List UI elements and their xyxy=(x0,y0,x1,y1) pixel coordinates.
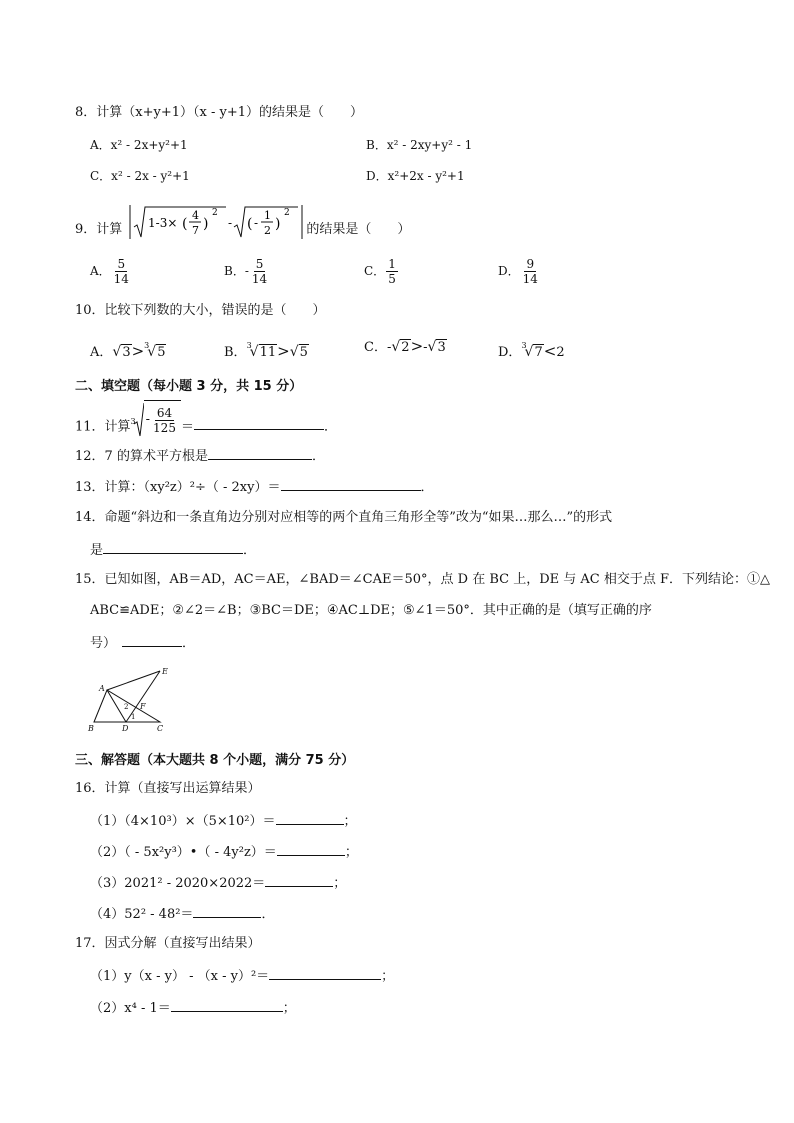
q10-b-label: B． xyxy=(224,345,247,360)
q13-text: 13．计算：（xy²z）²÷（ - 2xy）＝ xyxy=(75,480,281,495)
q8-option-b: B．x² - 2xy+y² - 1 xyxy=(366,138,473,152)
q10-c-label: C． xyxy=(364,340,387,355)
question-15-line2: ABC≌ADE；②∠2＝∠B；③BC＝DE；④AC⊥DE；⑤∠1＝50°．其中正确的是（填写正确的序 xyxy=(90,603,652,618)
q9-d-fraction: $\frac{9}{14}$ xyxy=(522,257,538,286)
q12-answer-blank[interactable] xyxy=(208,446,312,460)
svg-text:2: 2 xyxy=(264,224,272,237)
fig-label-b: B xyxy=(88,724,94,733)
q9-b-fraction: $\frac{5}{14}$ xyxy=(251,257,268,286)
q10-a-label: A． xyxy=(90,345,113,360)
q11-equals: ＝ xyxy=(180,419,194,435)
svg-text:(: ( xyxy=(182,216,188,232)
q10-d-label: D． xyxy=(498,345,522,360)
q9-a-label: A． xyxy=(90,264,111,278)
fig-label-e: E xyxy=(162,667,168,676)
fig-label-d: D xyxy=(122,724,129,733)
question-15-line1: 15．已知如图，AB＝AD，AC＝AE，∠BAD＝∠CAE＝50°，点 D 在 BC 上，DE 与 AC 相交于点 F．下列结论：①△ xyxy=(75,572,771,587)
question-8-stem xyxy=(75,104,363,122)
q17-part-2: （2）x⁴ - 1＝ ； xyxy=(90,998,296,1018)
q9-option-c xyxy=(364,257,399,286)
q9-stem-suffix: 的结果是（ ） xyxy=(306,222,411,237)
q16-part-3: （3）2021² - 2020×2022＝ ； xyxy=(90,873,346,893)
q9-c-fraction: $\frac{1}{5}$ xyxy=(388,257,396,286)
q11-cube-root: $^3$ - $\frac{64}{125}$ xyxy=(131,400,181,454)
q16-part-4: （4）52² - 48²＝ ． xyxy=(90,904,274,924)
q16-part-2: （2）（ - 5x²y³）•（ - 4y²z）＝ ； xyxy=(90,842,358,862)
q9-option-d xyxy=(498,257,541,286)
q8-option-a: A．x² - 2x+y²+1 xyxy=(90,138,188,152)
question-9-stem xyxy=(75,203,410,239)
section-3-heading: 三、解答题（本大题共 8 个小题，满分 75 分） xyxy=(75,753,355,768)
q15-answer-blank[interactable] xyxy=(122,633,182,647)
svg-text:4: 4 xyxy=(192,209,200,222)
q9-radical-expression xyxy=(126,203,306,241)
q16-3-answer-blank[interactable] xyxy=(265,873,333,887)
q16-4-answer-blank[interactable] xyxy=(193,904,261,918)
q9-expression xyxy=(126,203,306,256)
q10-a-expression: √3>$^3$√5 xyxy=(112,341,166,360)
q10-b-expression: $^3$√11>√5 xyxy=(246,341,308,360)
q10-option-b xyxy=(224,338,309,361)
fig-label-c: C xyxy=(157,724,164,733)
q10-option-c xyxy=(364,338,447,356)
q9-b-label: B． xyxy=(224,264,245,278)
fig-angle-2: 2 xyxy=(124,703,129,711)
q10-d-expression: $^3$√7<2 xyxy=(521,341,565,360)
q17-1-answer-blank[interactable] xyxy=(269,966,381,980)
q11-answer-blank[interactable] xyxy=(194,416,324,430)
question-17-stem: 17．因式分解（直接写出结果） xyxy=(75,936,261,951)
fig-label-f: F xyxy=(140,702,146,711)
question-14-line1: 14．命题“斜边和一条直角边分别对应相等的两个直角三角形全等”改为“如果…那么…”的形式 xyxy=(75,510,613,525)
q17-2-answer-blank[interactable] xyxy=(171,998,283,1012)
q16-1-answer-blank[interactable] xyxy=(276,811,344,825)
svg-text:): ) xyxy=(275,216,281,232)
q9-b-sign: - xyxy=(244,264,249,278)
q16-part-1: （1）（4×10³）×（5×10²）＝ ； xyxy=(90,811,357,831)
q9-c-label: C． xyxy=(364,264,386,278)
svg-text:2: 2 xyxy=(212,208,219,218)
fig-label-a: A xyxy=(99,684,105,693)
svg-text:-: - xyxy=(228,216,233,230)
q9-a-fraction: $\frac{5}{14}$ xyxy=(113,257,129,286)
question-10-stem: 10．比较下列数的大小，错误的是（ ） xyxy=(75,303,326,318)
q8-stem-suffix: 的结果是（ ） xyxy=(259,105,364,120)
q9-option-b xyxy=(224,257,270,286)
question-16-stem: 16．计算（直接写出运算结果） xyxy=(75,781,261,796)
svg-text:(: ( xyxy=(247,216,253,232)
question-15-line3: 号） ． xyxy=(90,633,195,653)
q17-part-1: （1）y（x - y） - （x - y）²＝ ； xyxy=(90,966,394,986)
question-11: 11．计算$^3$ - $\frac{64}{125}$ ＝ ． xyxy=(75,400,337,438)
radical-sign-icon xyxy=(134,402,144,438)
svg-text:): ) xyxy=(203,216,209,232)
svg-text:2: 2 xyxy=(284,208,291,218)
q10-option-a xyxy=(90,338,166,361)
svg-text:7: 7 xyxy=(192,224,200,237)
svg-text:-: - xyxy=(254,216,259,230)
q13-answer-blank[interactable] xyxy=(281,477,421,491)
q11-prefix: 11．计算 xyxy=(75,419,131,435)
svg-text:1: 1 xyxy=(264,209,272,222)
question-12: 12．7 的算术平方根是 ． xyxy=(75,446,325,466)
q16-2-answer-blank[interactable] xyxy=(277,842,345,856)
section-2-heading: 二、填空题（每小题 3 分，共 15 分） xyxy=(75,379,303,394)
q10-c-expression: -√2>-√3 xyxy=(386,337,446,355)
fig-angle-1: 1 xyxy=(131,713,136,721)
question-14-line2: 是 ． xyxy=(90,540,256,560)
q8-stem-prefix: 8．计算（ xyxy=(75,105,136,120)
svg-text:1-3×: 1-3× xyxy=(148,216,178,230)
question-13: 13．计算：（xy²z）²÷（ - 2xy）＝ ． xyxy=(75,477,434,497)
q8-option-d: D．x²+2x - y²+1 xyxy=(366,169,465,183)
q9-option-a xyxy=(90,257,132,286)
q15-triangle-figure xyxy=(85,666,180,736)
q8-option-c: C．x² - 2x - y²+1 xyxy=(90,169,190,183)
q9-d-label: D． xyxy=(498,264,520,278)
q12-text: 12．7 的算术平方根是 xyxy=(75,449,208,464)
q14-answer-blank[interactable] xyxy=(103,540,243,554)
q9-stem-prefix: 9．计算 xyxy=(75,222,123,237)
q8-expression: x+y+1）（x - y+1） xyxy=(135,105,260,120)
q10-option-d xyxy=(498,338,565,361)
